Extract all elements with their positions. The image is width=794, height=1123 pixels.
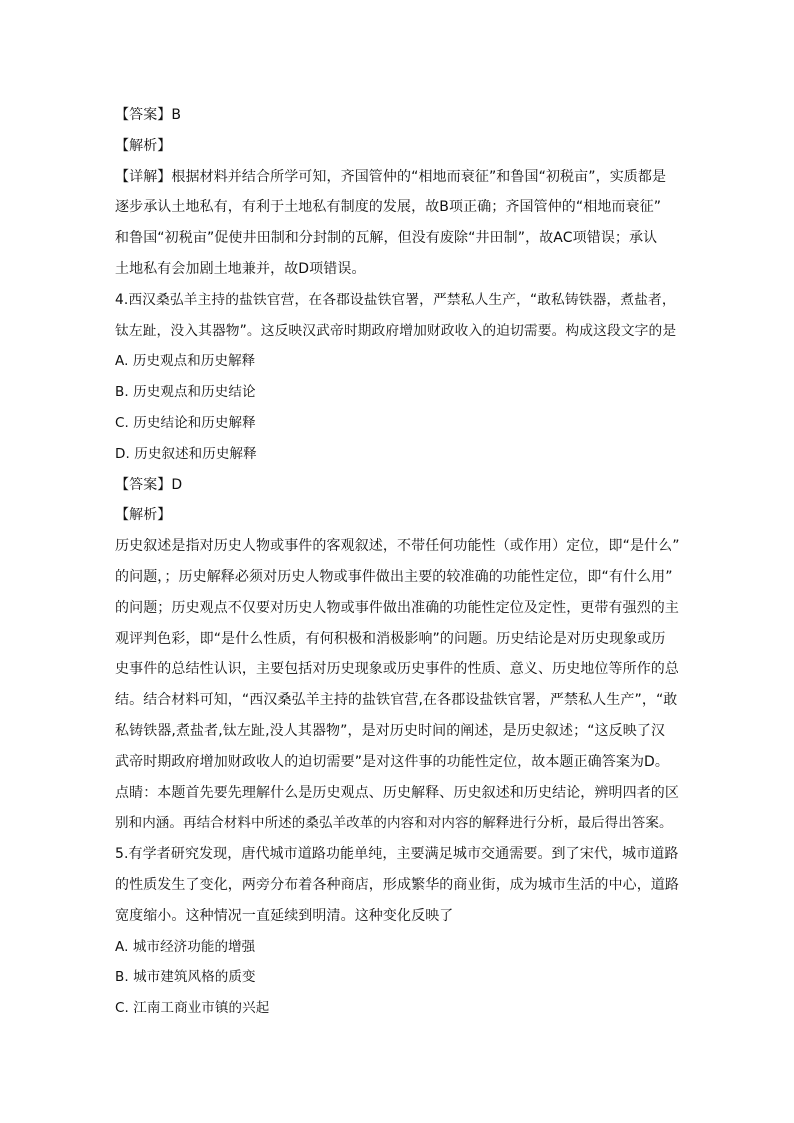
analysis-line: 结。结合材料可知，“西汉桑弘羊主持的盐铁官营,在各郡设盐铁官署，严禁私人生产”，“敢 xyxy=(115,692,678,709)
analysis-line: 武帝时期政府增加财政收人的迫切需要”是对这件事的功能性定位，故本题正确答案为D。 xyxy=(115,753,670,770)
question-5-stem: 的性质发生了变化，两旁分布着各种商店，形成繁华的商业街，成为城市生活的中心，道路 xyxy=(115,876,679,893)
question-4-option-a: A. 历史观点和历史解释 xyxy=(115,353,256,370)
detail-explanation-line: 逐步承认土地私有，有利于土地私有制度的发展，故B项正确；齐国管仲的“相地而衰征” xyxy=(115,199,662,216)
question-4-option-b: B. 历史观点和历史结论 xyxy=(115,384,256,401)
analysis-label-q3: 【解析】 xyxy=(115,137,172,154)
analysis-line: 的问题；历史观点不仅要对历史人物或事件做出准确的功能性定位及定性，更带有强烈的主 xyxy=(115,599,679,616)
question-4-option-c: C. 历史结论和历史解释 xyxy=(115,414,256,431)
answer-label-q3: 【答案】B xyxy=(115,107,182,123)
document-body xyxy=(115,100,681,1024)
detail-explanation-line: 【详解】根据材料并结合所学可知，齐国管仲的“相地而衰征”和鲁国“初税亩”，实质都是 xyxy=(115,168,667,185)
key-point-line: 点睛：本题首先要先理解什么是历史观点、历史解释、历史叙述和历史结论，辨明四者的区 xyxy=(115,784,679,801)
analysis-line: 的问题，；历史解释必须对历史人物或事件做出主要的较准确的功能性定位，即“有什么用” xyxy=(115,568,673,585)
question-5-option-c: C. 江南工商业市镇的兴起 xyxy=(115,1000,270,1017)
answer-label-q4: 【答案】D xyxy=(115,476,183,493)
key-point-line: 别和内涵。再结合材料中所述的桑弘羊改革的内容和对内容的解释进行分析，最后得出答案。 xyxy=(115,815,673,832)
question-5-stem: 宽度缩小。这种情况一直延续到明清。这种变化反映了 xyxy=(115,907,454,924)
analysis-label-q4: 【解析】 xyxy=(115,507,172,524)
question-5-option-b: B. 城市建筑风格的质变 xyxy=(115,969,256,986)
question-4-stem: 钛左趾，没入其器物”。这反映汉武帝时期政府增加财政收入的迫切需要。构成这段文字的是 xyxy=(115,322,677,339)
detail-explanation-line: 和鲁国“初税亩”促使井田制和分封制的瓦解，但没有废除“井田制”，故AC项错误；承认 xyxy=(115,230,658,247)
analysis-line: 私铸铁器,煮盐者,钛左趾,没人其器物”，是对历史时间的阐述，是历史叙述；“这反映了汉 xyxy=(115,722,666,739)
question-5-stem: 5.有学者研究发现，唐代城市道路功能单纯，主要满足城市交通需要。到了宋代，城市道路 xyxy=(115,846,679,863)
question-4-option-d: D. 历史叙述和历史解释 xyxy=(115,445,257,462)
analysis-line: 史事件的总结性认识，主要包括对历史现象或历史事件的性质、意义、历史地位等所作的总 xyxy=(115,661,679,678)
detail-explanation-line: 土地私有会加剧土地兼并，故D项错误。 xyxy=(115,260,366,277)
question-5-option-a: A. 城市经济功能的增强 xyxy=(115,938,256,955)
analysis-line: 观评判色彩，即“是什么性质，有何积极和消极影响”的问题。历史结论是对历史现象或历 xyxy=(115,630,666,647)
question-4-stem: 4.西汉桑弘羊主持的盐铁官营，在各郡设盐铁官署，严禁私人生产，“敢私铸铁器，煮盐者， xyxy=(115,291,676,308)
analysis-line: 历史叙述是指对历史人物或事件的客观叙述，不带任何功能性（或作用）定位，即“是什么” xyxy=(115,538,680,555)
